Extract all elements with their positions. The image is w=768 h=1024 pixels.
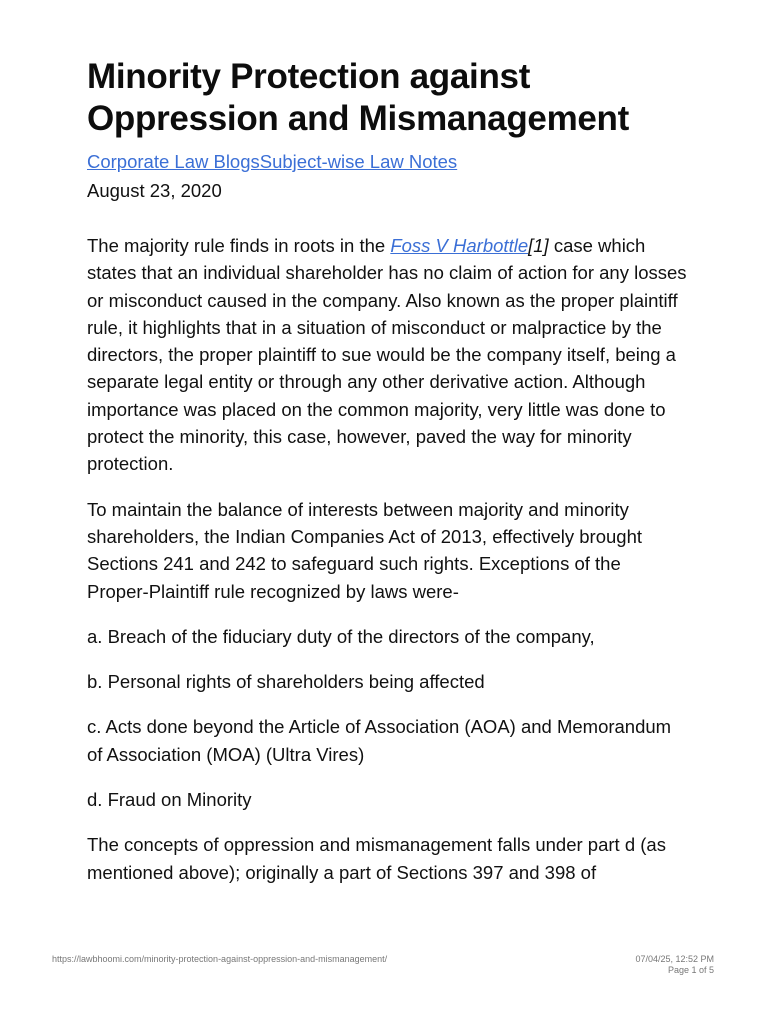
list-item-b: b. Personal rights of shareholders being affected	[87, 671, 485, 693]
footnote-ref-1: [1]	[528, 235, 549, 256]
paragraph-1	[87, 232, 687, 478]
paragraph-1-body: case which states that an individual shareholder has no claim of action for any losses or misconduct caused in the company. Also known as the proper plaintiff rule, it highlights that in a situation of misconduct or malpractice by the directors, the proper plaintiff to sue would be the company itself, being a separate legal entity or through any other derivative action. Although importance was placed on the common majority, very little was done to protect the minority, this case, however, paved the way for minority protection.	[87, 235, 687, 475]
paragraph-2: To maintain the balance of interests between majority and minority shareholders, the Indian Companies Act of 2013, effectively brought Sections 241 and 242 to safeguard such rights. Exceptions of the Proper-Plaintiff rule recognized by laws were-	[87, 498, 643, 602]
category-links	[87, 150, 687, 174]
article	[87, 56, 687, 886]
category-link-subject-wise-law-notes[interactable]: Subject-wise Law Notes	[259, 151, 458, 172]
footer-datetime: 07/04/25, 12:52 PM	[635, 954, 714, 964]
paragraph-1-intro: The majority rule finds in roots in the	[87, 235, 391, 256]
footer-info	[635, 954, 714, 976]
footer-url: https://lawbhoomi.com/minority-protection-against-oppression-and-mismanagement/	[52, 954, 388, 964]
case-link-foss-v-harbottle[interactable]: Foss V Harbottle	[390, 235, 529, 256]
article-title: Minority Protection against Oppression and Mismanagement	[87, 57, 629, 138]
category-link-corporate-law-blogs[interactable]: Corporate Law Blogs	[87, 151, 260, 172]
paragraph-3: The concepts of oppression and mismanagement falls under part d (as mentioned above); originally a part of Sections 397 and 398 of	[87, 834, 666, 883]
list-item-d: d. Fraud on Minority	[87, 789, 252, 811]
list-item-c: c. Acts done beyond the Article of Association (AOA) and Memorandum of Association (MOA) (Ultra Vires)	[87, 716, 672, 765]
footer-page-number: Page 1 of 5	[667, 965, 714, 975]
publish-date: August 23, 2020	[87, 180, 222, 201]
list-item-a: a. Breach of the fiduciary duty of the directors of the company,	[87, 625, 595, 647]
